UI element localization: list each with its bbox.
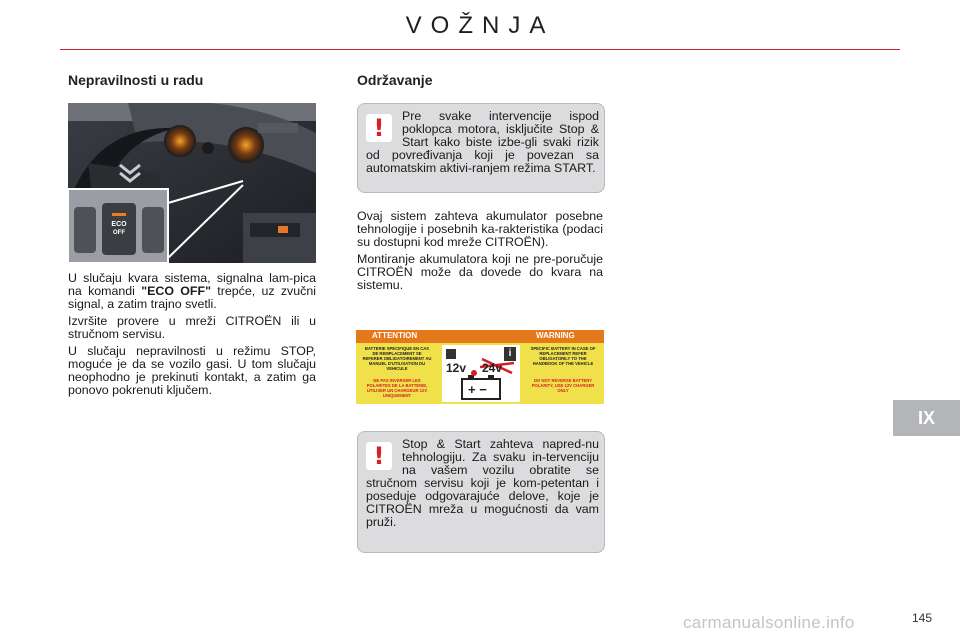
page-title: VOŽNJA [405, 12, 555, 39]
label-attention: ATTENTION [372, 331, 418, 340]
dashboard-eco-off-photo [68, 103, 316, 263]
eco-label: ECO [111, 221, 127, 228]
watermark: carmanualsonline.info [683, 613, 855, 632]
page-number: 145 [912, 611, 933, 625]
chapter-tab: IX [893, 400, 960, 436]
label-24v: 24v [482, 361, 503, 375]
paragraph: Izvršite provere u mreži CITROËN ili u stručnom servisu. [68, 314, 316, 341]
maintenance-text [357, 210, 603, 296]
warning-icon: ! [366, 442, 392, 470]
label-warning: WARNING [536, 331, 575, 340]
label-fr-top: BATTERIE SPECIFIQUE EN CAS DE REMPLACEMENT SE REFERER OBLIGATOIREMENT AU MANUEL D'UTILISATION DU VEHICULE [362, 346, 432, 371]
battery-warning-label [356, 330, 604, 404]
paragraph: U slučaju kvara sistema, signalna lam-pica na komandi "ECO OFF" trepće, uz zvučni signal, a zatim trajno svetli. [68, 271, 316, 311]
paragraph: Ovaj sistem zahteva akumulator posebne tehnologije i posebnih ka-rakteristika (podaci su dostupni kod mreže CITROËN). [357, 209, 603, 249]
label-fr-bottom: NE PAS INVERSER LES POLARITES DE LA BATTERIE, UTILISER UN CHARGEUR 12V UNIQUEMENT [366, 378, 428, 398]
warning-text: Stop & Start zahteva napred-nu tehnologiju. Za svaku in-tervenciju na vašem vozilu obratite se stručnom servisu koji je kom-petentan i poseduje odgovarajuće delove, koje je CITROËN mreža u mogućnosti da vam pruži. [366, 437, 599, 529]
info-icon: i [508, 348, 512, 359]
plus-minus-icon: + − [468, 382, 487, 397]
warning-icon: ! [366, 114, 392, 142]
off-label: OFF [113, 230, 125, 236]
section-heading-maintenance: Održavanje [357, 72, 433, 88]
label-header-bar [356, 330, 604, 343]
eco-off-control-name: "ECO OFF" [141, 284, 211, 298]
paragraph: Montiranje akumulatora koji ne pre-poručuje CITROËN može da dovede do kvara na sistemu. [357, 252, 603, 292]
label-en-bottom: DO NOT REVERSE BATTERY POLARITY, USE 12V CHARGER ONLY [531, 378, 595, 393]
warning-box-service [357, 431, 605, 553]
paragraph: U slučaju nepravilnosti u režimu STOP, moguće je da se vozilo gasi. U tom slučaju neophodno je prekinuti kontakt, a zatim ga ponovo pokrenuti ključem. [68, 344, 316, 397]
malfunctions-text [68, 272, 316, 401]
label-en-top: SPECIFIC BATTERY IN CASE OF REPLACEMENT REFER OBLIGATORILY TO THE HANDBOOK OF THE VEHICLE [530, 346, 596, 366]
label-12v: 12v [446, 361, 467, 375]
warning-box-stop-start [357, 103, 605, 193]
warning-text: Pre svake intervencije ispod poklopca motora, isključite Stop & Start kako biste izbe-gli svaki rizik od povređivanja koji je povezan sa automatskim aktivi-ranjem režima START. [366, 109, 599, 175]
title-divider [60, 49, 900, 50]
section-heading-malfunctions: Nepravilnosti u radu [68, 72, 204, 88]
label-battery-graphic [442, 345, 520, 402]
